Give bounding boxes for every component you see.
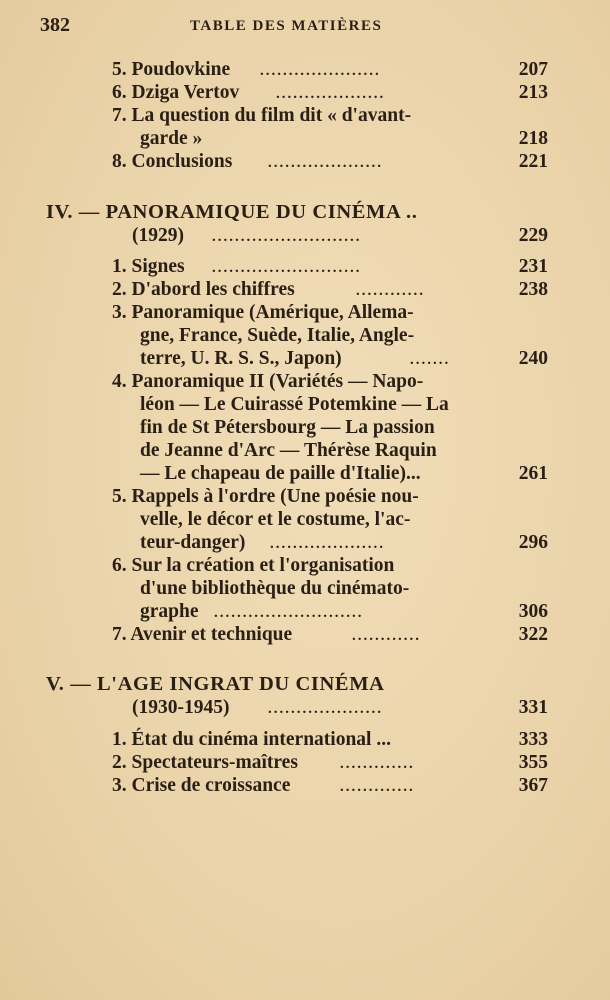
toc-entry: terre, U. R. S. S., Japon)	[140, 348, 342, 369]
toc-page-number: 367	[518, 775, 548, 796]
toc-page-number: 333	[518, 729, 548, 750]
dot-leader: ....................	[268, 701, 383, 717]
toc-page-number: 221	[518, 151, 548, 172]
toc-page-number: 213	[518, 82, 548, 103]
chapter-title: V. — L'AGE INGRAT DU CINÉMA	[46, 673, 385, 695]
toc-page-number: 231	[518, 256, 548, 277]
toc-entry: 3. Crise de croissance	[112, 775, 291, 796]
toc-entry: de Jeanne d'Arc — Thérèse Raquin	[140, 440, 437, 461]
dot-leader: ....................	[270, 536, 385, 552]
dot-leader: .....................	[260, 63, 381, 79]
dot-leader: ...................	[276, 86, 386, 102]
toc-entry: 1. État du cinéma international ...	[112, 729, 391, 750]
toc-page-number: 207	[518, 59, 548, 80]
toc-page-number: 355	[518, 752, 548, 773]
running-title: TABLE DES MATIÈRES	[190, 18, 383, 34]
toc-entry: — Le chapeau de paille d'Italie)...	[140, 463, 421, 484]
toc-page-number: 240	[518, 348, 548, 369]
page-header	[40, 14, 550, 44]
toc-entry: gne, France, Suède, Italie, Angle-	[140, 325, 415, 346]
toc-entry: graphe	[140, 601, 199, 622]
toc-entry: garde »	[140, 128, 203, 149]
toc-entry: 5. Poudovkine	[112, 59, 231, 80]
toc-entry: 1. Signes	[112, 256, 185, 277]
toc-entry: d'une bibliothèque du cinémato-	[140, 578, 410, 599]
chapter-years: (1930-1945)	[132, 697, 230, 718]
toc-page-number: 261	[518, 463, 548, 484]
dot-leader: ............	[352, 628, 421, 644]
toc-entry: teur-danger)	[140, 532, 246, 553]
toc-entry: 3. Panoramique (Amérique, Allema-	[112, 302, 414, 323]
dot-leader: ....................	[268, 155, 383, 171]
toc-entry: léon — Le Cuirassé Potemkine — La	[140, 394, 449, 415]
toc-page-number: 238	[518, 279, 548, 300]
dot-leader: .......	[410, 352, 451, 368]
toc-page-number: 331	[518, 697, 548, 718]
toc-page-number: 218	[518, 128, 548, 149]
toc-entry: 2. D'abord les chiffres	[112, 279, 295, 300]
toc-entry: 7. Avenir et technique	[112, 624, 293, 645]
toc-entry: 6. Sur la création et l'organisation	[112, 555, 395, 576]
toc-entry: 4. Panoramique II (Variétés — Napo-	[112, 371, 424, 392]
dot-leader: .............	[340, 779, 415, 795]
chapter-title: IV. — PANORAMIQUE DU CINÉMA ..	[46, 201, 418, 223]
toc-page-number: 296	[518, 532, 548, 553]
toc-entry: 7. La question du film dit « d'avant-	[112, 105, 412, 126]
dot-leader: ..........................	[212, 260, 362, 276]
toc-page-number: 229	[518, 225, 548, 246]
toc-entry: 6. Dziga Vertov	[112, 82, 240, 103]
dot-leader: ..........................	[212, 229, 362, 245]
page-number: 382	[40, 14, 70, 36]
dot-leader: ............	[356, 283, 425, 299]
toc-entry: velle, le décor et le costume, l'ac-	[140, 509, 411, 530]
dot-leader: .............	[340, 756, 415, 772]
toc-entry: 8. Conclusions	[112, 151, 233, 172]
chapter-years: (1929)	[132, 225, 184, 246]
toc-page-number: 322	[518, 624, 548, 645]
toc-entry: 2. Spectateurs-maîtres	[112, 752, 298, 773]
toc-page-number: 306	[518, 601, 548, 622]
toc-entry: fin de St Pétersbourg — La passion	[140, 417, 435, 438]
dot-leader: ..........................	[214, 605, 364, 621]
toc-entry: 5. Rappels à l'ordre (Une poésie nou-	[112, 486, 419, 507]
